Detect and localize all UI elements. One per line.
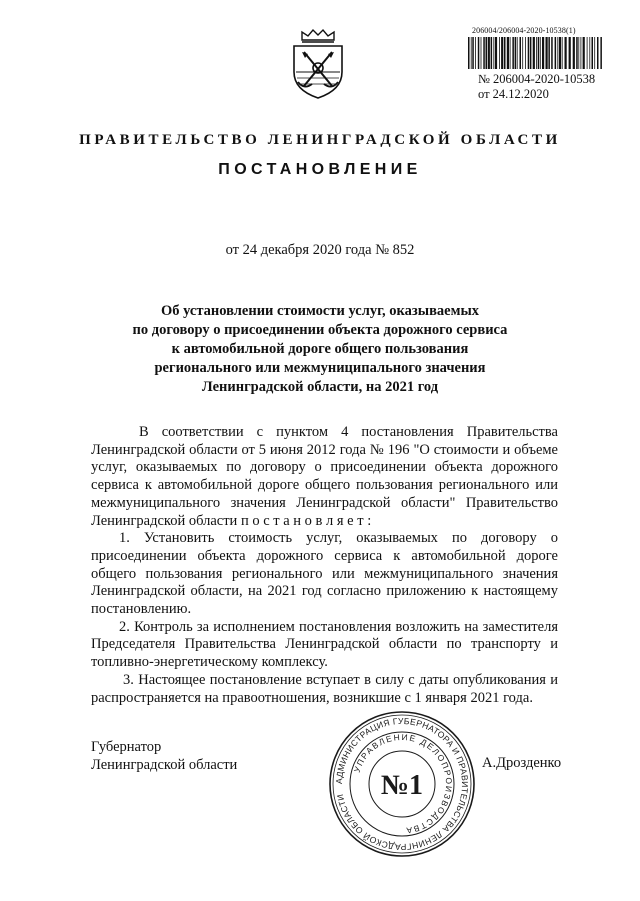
subject-line: к автомобильной дороге общего пользования	[171, 341, 469, 357]
item-3: 3. Настоящее постановление вступает в силу с даты опубликования и распространяется на правоотношения, возникшие с 1 января 2021 года.	[91, 671, 558, 706]
signer-title	[91, 738, 237, 774]
resolves-word: п о с т а н о в л я е т :	[240, 512, 372, 529]
decree-title: ПОСТАНОВЛЕНИЕ	[218, 161, 422, 178]
official-stamp	[328, 710, 476, 858]
signer-title-line: Губернатор	[91, 739, 162, 755]
registration-date: от 24.12.2020	[478, 87, 549, 101]
preamble-paragraph	[91, 424, 558, 530]
document-id: 206004/206004-2020-10538(1)	[472, 26, 576, 35]
item-2: 2. Контроль за исполнением постановления возложить на заместителя Председателя Правительства Ленинградской области по транспорту и топливно-энергетическому комплексу.	[91, 618, 558, 671]
signer-name: А.Дрозденко	[482, 755, 562, 771]
subject-line: по договору о присоединении объекта дорожного сервиса	[132, 322, 508, 338]
barcode	[468, 37, 602, 69]
decree-body	[91, 424, 558, 707]
stamp-number: №1	[380, 770, 424, 801]
stamp-inner-text: УПРАВЛЕНИЕ ДЕЛОПРОИЗВОДСТВА	[351, 731, 455, 836]
item-1: 1. Установить стоимость услуг, оказываемых по договору о присоединении объекта дорожного сервиса к автомобильной дороге общего пользования регионального или межмуниципального значения Ленинградской области, на 2021 год согласно приложению к настоящему постановлению.	[91, 530, 558, 618]
decree-subject	[0, 302, 640, 397]
subject-line: регионального или межмуниципального значения	[154, 360, 486, 376]
signer-title-line: Ленинградской области	[91, 757, 238, 773]
government-name: ПРАВИТЕЛЬСТВО ЛЕНИНГРАДСКОЙ ОБЛАСТИ	[79, 132, 561, 148]
preamble-text: В соответствии с пунктом 4 постановления Правительства Ленинградской области от 5 июня 2012 года № 196 "О стоимости и объеме услуг, оказываемых по договору о присоединении объекта дорожного сервиса к автомобильной дороге общего пользования регионального или межмуниципального значения Ленинградской области" Правительство Ленинградской области	[91, 424, 558, 529]
coat-of-arms-icon	[288, 28, 348, 100]
subject-line: Об установлении стоимости услуг, оказываемых	[160, 303, 480, 319]
registration-number: № 206004-2020-10538	[478, 72, 596, 86]
subject-line: Ленинградской области, на 2021 год	[201, 379, 439, 395]
stamp-outer-text: АДМИНИСТРАЦИЯ ГУБЕРНАТОРА И ПРАВИТЕЛЬСТВА ЛЕНИНГРАДСКОЙ ОБЛАСТИ	[333, 715, 471, 853]
decree-date: от 24 декабря 2020 года № 852	[225, 242, 415, 258]
